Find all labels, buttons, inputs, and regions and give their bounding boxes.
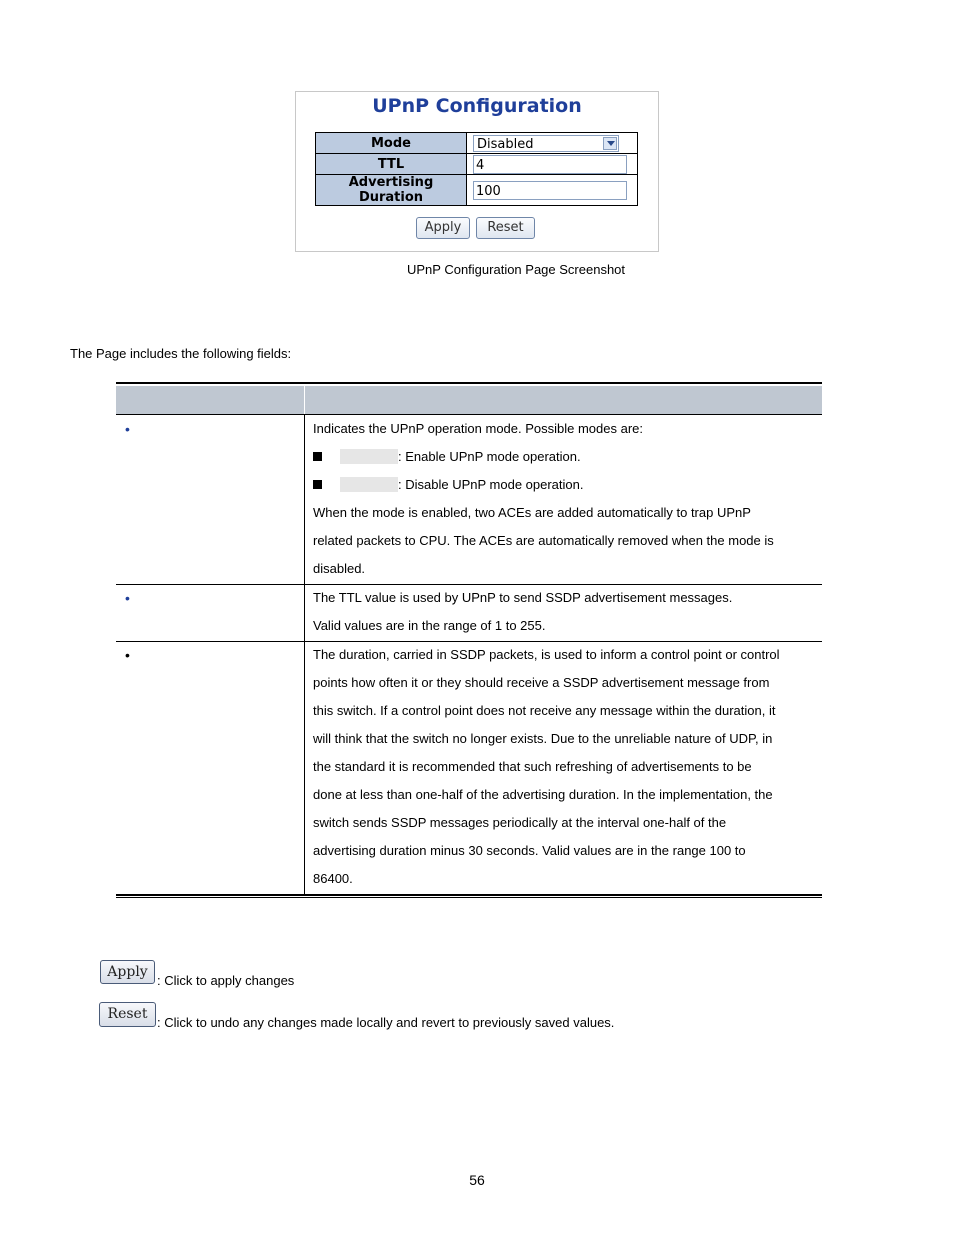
advertising-duration-label: Advertising Duration xyxy=(316,175,467,206)
table-header xyxy=(116,386,822,414)
upnp-config-screenshot xyxy=(295,91,659,252)
ttl-input[interactable]: 4 xyxy=(473,155,627,174)
config-row-mode xyxy=(316,133,638,154)
table-top-rule xyxy=(116,382,822,384)
mode-label: Mode xyxy=(316,133,467,154)
config-row-advertising-duration xyxy=(316,175,638,206)
ttl-description: The TTL value is used by UPnP to send SSDP advertisement messages. Valid values are in the range of 1 to 255. xyxy=(313,590,733,633)
ttl-label: TTL xyxy=(316,154,467,175)
apply-button[interactable]: Apply xyxy=(416,217,470,239)
duration-description: The duration, carried in SSDP packets, is used to inform a control point or control points how often it or they should receive a SSDP advertisement message from this switch. If a control point does not receive any message within the duration, it will think that the switch no longer exists. Due to the unreliable nature of UDP, in the standard it is recommended that such refreshing of advertisements to be done at less than one-half of the advertising duration. In the implementation, the switch sends SSDP messages periodically at the interval one-half of the advertising duration minus 30 seconds. Valid values are in the range 100 to 86400. xyxy=(313,647,780,886)
config-table xyxy=(315,132,638,206)
mode-select[interactable] xyxy=(473,135,619,152)
table-row-advertising-duration xyxy=(116,641,822,893)
table-row-ttl xyxy=(116,584,822,641)
screenshot-title: UPnP Configuration xyxy=(372,95,582,117)
reset-description: : Click to undo any changes made locally and revert to previously saved values. xyxy=(157,1015,615,1030)
apply-description: : Click to apply changes xyxy=(157,973,295,988)
bullet: • xyxy=(125,590,130,606)
bullet: • xyxy=(125,421,130,437)
figure-caption: UPnP Configuration Page Screenshot xyxy=(407,262,626,277)
page-number: 56 xyxy=(469,1172,485,1188)
square-bullet-icon xyxy=(313,452,322,461)
apply-button-image: Apply xyxy=(100,960,155,984)
mode-description: Indicates the UPnP operation mode. Possible modes are: : Enable UPnP mode operation. : Disable UPnP mode operation. When the mode is enabled, two ACEs are added automatically to trap UPnP related packets to CPU. The ACEs are automatically removed when the mode is disabled. xyxy=(313,421,774,576)
table-row-mode xyxy=(116,415,822,584)
square-bullet-icon xyxy=(313,480,322,489)
reset-button-image: Reset xyxy=(99,1002,156,1027)
intro-text: The Page includes the following fields: xyxy=(70,346,292,361)
mode-select-value: Disabled xyxy=(477,136,534,152)
config-row-ttl xyxy=(316,154,638,175)
table-bottom-rule xyxy=(116,894,822,896)
bullet: • xyxy=(125,647,130,663)
advertising-duration-input[interactable]: 100 xyxy=(473,181,627,200)
chevron-down-icon[interactable] xyxy=(603,137,617,150)
reset-button[interactable]: Reset xyxy=(476,217,535,239)
